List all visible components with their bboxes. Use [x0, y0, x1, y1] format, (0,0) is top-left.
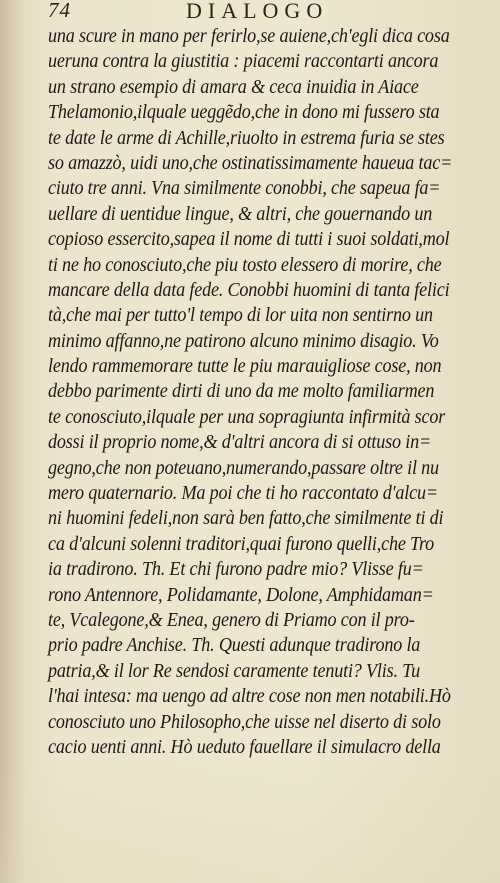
text-line: conosciuto uno Philosopho,che uisse nel diserto di solo: [48, 711, 441, 733]
text-line: mancare della data fede. Conobbi huomini di tanta felici: [48, 279, 450, 301]
text-line: un strano esempio di amara & ceca inuidia in Aiace: [48, 76, 419, 98]
text-line: rono Antennore, Polidamante, Dolone, Amphidaman=: [48, 584, 434, 606]
text-line: dossi il proprio nome,& d'altri ancora di si ottuso in=: [48, 432, 432, 454]
text-line: tà,che mai per tutto'l tempo di lor uita non sentirno un: [48, 305, 433, 327]
text-line: ueruna contra la giustitia : piacemi raccontarti ancora: [48, 51, 439, 73]
running-head: DIALOGO: [186, 0, 329, 23]
body-text: [48, 24, 480, 760]
text-line: cacio uenti anni. Hò ueduto fauellare il simulacro della: [48, 736, 441, 758]
text-line: te date le arme di Achille,riuolto in estrema furia se stes: [48, 127, 445, 149]
page-bottom-margin: [0, 763, 500, 883]
text-line: copioso essercito,sapea il nome di tutti i suoi soldati,mol: [48, 229, 450, 251]
text-line: debbo parimente dirti di uno da me molto familiarmen: [48, 381, 435, 403]
text-line: ni huomini fedeli,non sarà ben fatto,che similmente ti di: [48, 508, 444, 530]
page-number: 74: [48, 0, 71, 22]
page-header: [48, 0, 488, 23]
text-line: te, Vcalegone,& Enea, genero di Priamo con il pro-: [48, 609, 415, 631]
text-line: uellare di uentidue lingue, & altri, che gouernando un: [48, 203, 433, 225]
text-line: patria,& il lor Re sendosi caramente tenuti? Vlis. Tu: [48, 660, 420, 682]
text-line: una scure in mano per ferirlo,se auiene,ch'egli dica cosa: [48, 26, 450, 47]
text-line: lendo rammemorare tutte le piu marauigliose cose, non: [48, 356, 442, 378]
text-line: ti ne ho conosciuto,che piu tosto elessero di morire, che: [48, 254, 442, 276]
text-line: gegno,che non poteuano,numerando,passare oltre il nu: [48, 457, 439, 479]
text-line: so amazzò, uidi uno,che ostinatissimamente haueua tac=: [48, 152, 453, 174]
text-line: minimo affanno,ne patirono alcuno minimo disagio. Vo: [48, 330, 439, 352]
text-line: ciuto tre anni. Vna similmente conobbi, che sapeua fa=: [48, 178, 441, 200]
text-line: l'hai intesa: ma uengo ad altre cose non men notabili.Hò: [48, 686, 451, 708]
text-line: te conosciuto,ilquale per una sopragiunta infirmità scor: [48, 406, 446, 428]
text-line: mero quaternario. Ma poi che ti ho raccontato d'alcu=: [48, 483, 438, 505]
text-line: prio padre Anchise. Th. Questi adunque tradirono la: [48, 635, 421, 657]
text-line: ia tradirono. Th. Et chi furono padre mio? Vlisse fu=: [48, 559, 424, 581]
text-line: Thelamonio,ilquale ueggẽdo,che in dono mi fussero sta: [48, 102, 440, 124]
text-line: ca d'alcuni solenni traditori,quai furono quelli,che Tro: [48, 533, 435, 555]
